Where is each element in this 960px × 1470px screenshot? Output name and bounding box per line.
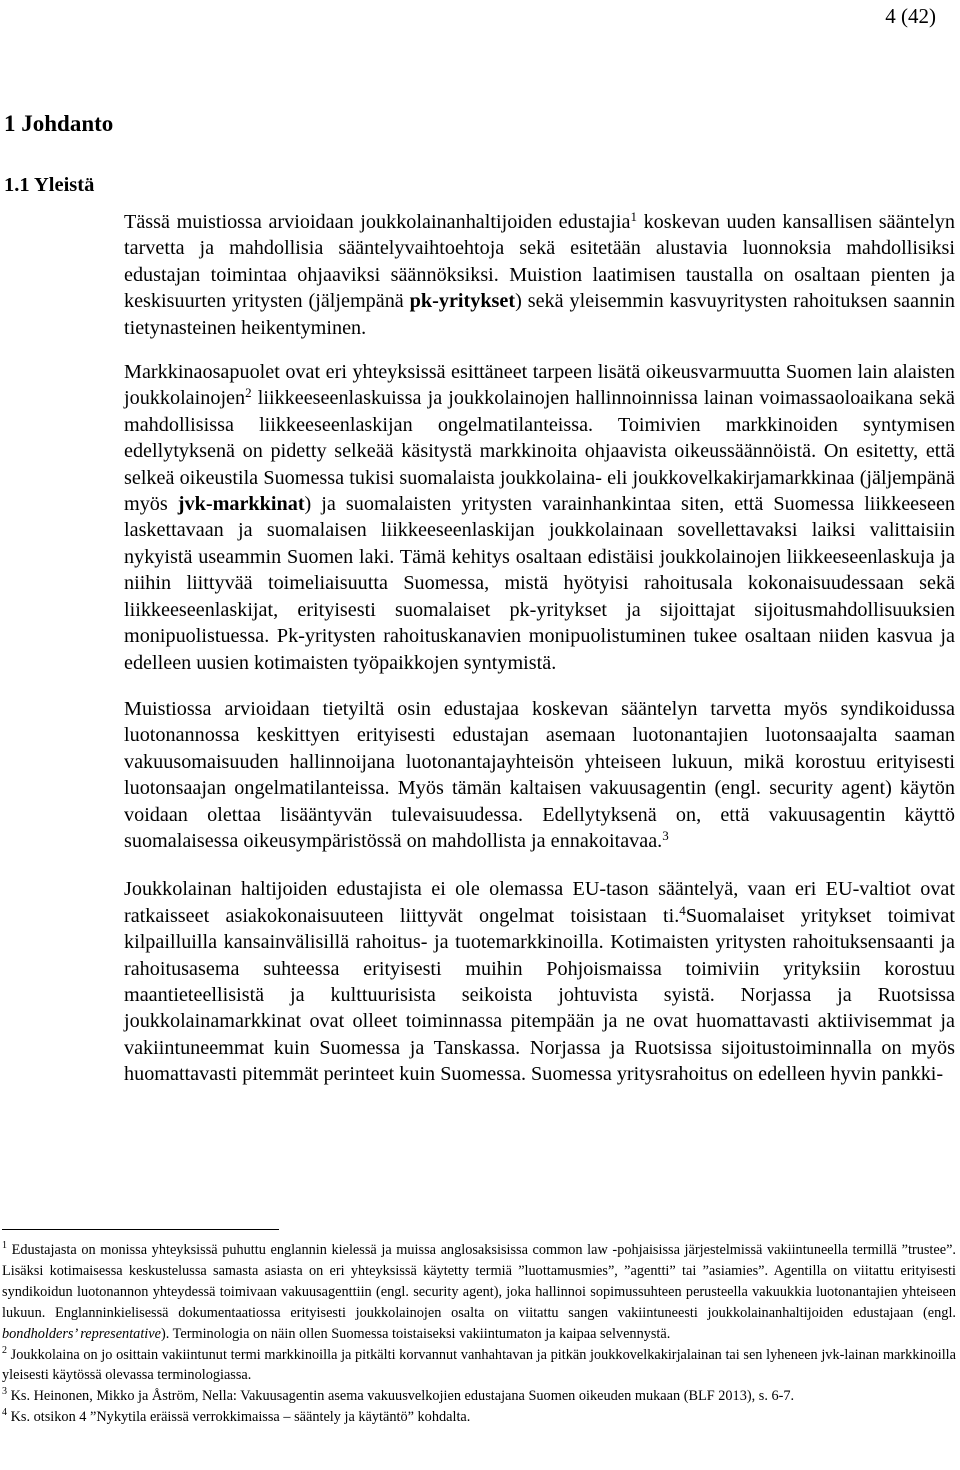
footnotes xyxy=(2,1240,956,1428)
term-pk-yritykset: pk-yritykset xyxy=(409,290,516,313)
paragraph-4: Joukkolainan haltijoiden edustajista ei ole olemassa EU-tason sääntelyä, vaan eri EU-valtiot ovat ratkaisseet asiakokonaisuuteen liittyvät ongelmat toisistaan ti.$^4$Suomalaiset yritykset toimivat kilpailluilla kansainvälisillä rahoitus- ja tuotemarkkinoilla. Kotimaisten yritysten rahoituksensaanti ja rahoitusasema suhteessa erityisesti muihin Pohjoismaissa toimiviin yrityksiin korostuu maantieteellisistä ja kulttuurisista seikoista johtuvista syistä. Norjassa ja Ruotsissa joukkolainamarkkinat ovat olleet toiminnassa pitempään ja ne ovat huomattavasti aktiivisemmat ja vakiintuneemmat kuin Suomessa ja Tanskassa. Norjassa ja Ruotsissa sijoitustoiminnalla on myös huomattavasti pitemmät perinteet kuin Suomessa. Suomessa yritysrahoitus on edelleen hyvin pankki- xyxy=(124,878,955,1086)
footnote-1: $^1$ Edustajasta on monissa yhteyksissä puhuttu englannin kielessä ja muissa anglosaksisissa common law -pohjaisissa järjestelmissä vakiintuneella termillä ”trustee”. Lisäksi kotimaisessa keskustelussa samasta asiasta on eri yhteyksissä käytetty termiä ”luottamusmies”, ”agentti” tai ”asiamies”. Agentilla on viitattu erityisesti syndikoidun luotonannon yhteydessä toimivaan vakuusagenttiin (engl. security agent), joka hallinnoi sopimussuhteen perusteella vakuukkia luotonantajien yhteiseen lukuun. Englanninkielisessä dokumentaatiossa erityisesti joukkolainojen osalta on viitattu sangen vakiintuneesti joukkolainanhaltijoiden edustajaan (engl. bondholders’ representative). Terminologia on näin ollen Suomessa toistaiseksi vakiintumaton ja kaipaa selvennystä. xyxy=(2,1240,956,1342)
page-number: 4 (42) xyxy=(885,4,936,28)
footnote-ref-1[interactable]: 1 xyxy=(630,209,637,224)
footnote-4: $^4$ Ks. otsikon 4 ”Nykytila eräissä verrokkimaissa – sääntely ja käytäntö” kohdalta. xyxy=(2,1407,471,1426)
footnote-ref-2[interactable]: 2 xyxy=(245,385,252,401)
body-text xyxy=(124,209,955,1106)
footnote-3: $^3$ Ks. Heinonen, Mikko ja Åström, Nella: Vakuusagentin asema vakuusvelkojien edustajana Suomen oikeuden mukaan (BLF 2013), s. 6-7. xyxy=(2,1386,795,1405)
footnote-2: $^2$ Joukkolaina on jo osittain vakiintunut termi markkinoilla ja pitkälti korvannut vanhahtavan ja pitkän joukkovelkakirjalainan tai sen lyheneen jvk-lainan markkinoilla yleisesti käytössä olevassa terminologiassa. xyxy=(2,1344,956,1384)
paragraph-1: Tässä muistiossa arvioidaan joukkolainanhaltijoiden edustajia$^1$ koskevan uuden kansallisen sääntelyn tarvetta ja mahdollisia sääntelyvaihtoehtoja sekä esitetään alustavia luonnoksia mahdollisiksi edustajan toimintaa ohjaaviksi säännöksiksi. Muistion laatimisen taustalla on osaltaan pienten ja keskisuurten yritysten (jäljempänä pk-yritykset) sekä yleisemmin kasvuyritysten rahoituksen saannin tietynasteinen heikentyminen. xyxy=(124,209,955,339)
section-heading: 1.1 Yleistä xyxy=(4,174,95,196)
footnote-ref-3[interactable]: 3 xyxy=(662,827,669,843)
footnote-divider xyxy=(2,1229,279,1230)
footnote-ref-4[interactable]: 4 xyxy=(679,902,686,918)
chapter-heading: 1 Johdanto xyxy=(4,111,114,136)
term-jvk-markkinat: jvk-markkinat xyxy=(177,493,305,516)
paragraph-3: Muistiossa arvioidaan tietyiltä osin edustajaa koskevan sääntelyn tarvetta myös syndikoidussa luotonannossa keskittyen erityisesti edustajan asemaan luotonantajien luotonsaajalta saaman vakuusomaisuuden hallinnoijana luotonantajayhteisön yhteiseen lukuun, mikä korostuu erityisesti luotonsaajan ongelmatilanteissa. Myös tämän kaltaisen vakuusagentin (engl. security agent) käytön voidaan olettaa lisääntyvän tulevaisuudessa. Edellytyksenä on, että vakuusagentin käyttö suomalaisessa oikeusympäristössä on mahdollista ja ennakoitavaa.$^3$ xyxy=(124,697,955,852)
paragraph-2: Markkinaosapuolet ovat eri yhteyksissä esittäneet tarpeen lisätä oikeusvarmuutta Suomen lain alaisten joukkolainojen$^2$ liikkeeseenlaskuissa ja joukkolainojen hallinnoinnissa lainan voimassaoloaikana sekä mahdollisissa liikkeeseenlaskijan ongelmatilanteissa. Toimivien markkinoiden syntymisen edellytyksenä on pidetty selkeää käsitystä markkinoita ohjaavista oikeussäännöistä. On esitetty, että selkeä oikeustila Suomessa tukisi suomalaista joukkolaina- eli joukkovelkakirjamarkkinaa (jäljempänä myös jvk-markkinat) ja suomalaisten yritysten varainhankintaa siten, että Suomessa liikkeeseen laskettavaan ja suomalaisen liikkeeseenlaskijan joukkolainaan sovellettavaksi laiksi valittaisiin nykyistä useammin Suomen laki. Tämä kehitys osaltaan edistäisi joukkolainojen liikkeeseenlaskuja ja niihin liittyvää toimeliaisuutta Suomessa, mistä hyötyisi rahoitusala kokonaisuudessaan sekä liikkeeseenlaskijat, erityisesti suomalaiset pk-yritykset ja sijoittajat sijoitusmahdollisuuksien monipuolistuessa. Pk-yritysten rahoituskanavien monipuolistuminen tukee osaltaan niiden kasvua ja edelleen uusien kotimaisten työpaikkojen syntymistä. xyxy=(124,361,955,674)
